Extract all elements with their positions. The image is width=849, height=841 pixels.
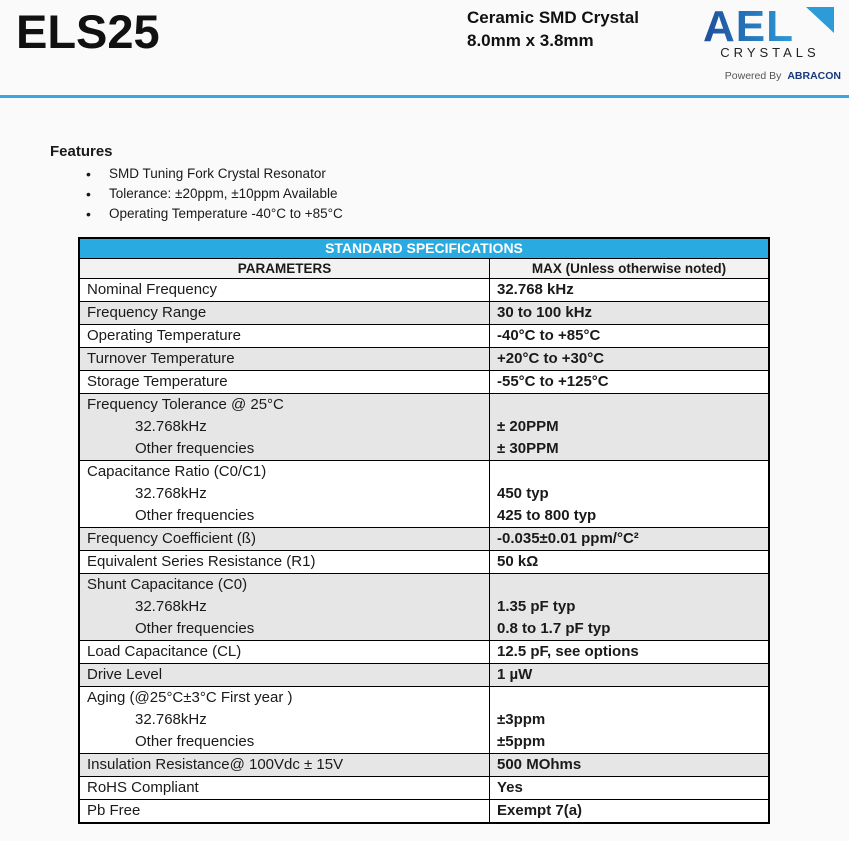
features-section	[50, 143, 849, 224]
feature-item: • Tolerance: ±20ppm, ±10ppm Available	[86, 184, 849, 204]
subtitle-line1: Ceramic SMD Crystal	[467, 8, 639, 27]
param-cell: Shunt Capacitance (C0) 32.768kHz Other frequencies	[80, 574, 490, 640]
value-cell: 32.768 kHz	[497, 281, 574, 298]
table-row	[80, 528, 768, 551]
value-cell: -0.035±0.01 ppm/°C²	[497, 530, 639, 547]
param-cell: Load Capacitance (CL)	[80, 641, 490, 663]
param-cell: RoHS Compliant	[80, 777, 490, 799]
ael-logo	[699, 4, 841, 82]
table-row	[80, 800, 768, 822]
col-header-max: MAX (Unless otherwise noted)	[531, 261, 727, 276]
param-cell: Capacitance Ratio (C0/C1) 32.768kHz Other frequencies	[80, 461, 490, 527]
value-cell: 50 kΩ	[497, 553, 539, 570]
product-subtitle	[467, 6, 639, 52]
param-cell: Aging (@25°C±3°C First year ) 32.768kHz Other frequencies	[80, 687, 490, 753]
table-row	[80, 302, 768, 325]
param-cell: Frequency Coefficient (ß)	[80, 528, 490, 550]
value-cell: 30 to 100 kHz	[497, 304, 593, 321]
spec-table-title: STANDARD SPECIFICATIONS	[80, 239, 768, 259]
value-cell: +20°C to +30°C	[497, 350, 605, 367]
param-cell: Nominal Frequency	[80, 279, 490, 301]
param-cell: Turnover Temperature	[80, 348, 490, 370]
value-cell: -55°C to +125°C	[497, 373, 609, 390]
param-cell: Drive Level	[80, 664, 490, 686]
param-cell: Pb Free	[80, 800, 490, 822]
table-row	[80, 371, 768, 394]
value-cell: 500 MOhms	[497, 756, 582, 773]
product-title: ELS25	[16, 5, 160, 58]
value-cell: 1 µW	[497, 666, 533, 683]
value-cell: 12.5 pF, see options	[497, 643, 639, 660]
value-cell: ±3ppm ±5ppm	[497, 711, 546, 750]
table-row	[80, 641, 768, 664]
value-cell: -40°C to +85°C	[497, 327, 601, 344]
spec-table-header-row	[80, 259, 768, 279]
value-cell: Exempt 7(a)	[497, 802, 583, 819]
spec-table-body	[80, 279, 768, 822]
param-cell: Frequency Tolerance @ 25°C 32.768kHz Other frequencies	[80, 394, 490, 460]
table-row	[80, 664, 768, 687]
col-header-parameters: PARAMETERS	[80, 259, 490, 278]
value-cell: 450 typ 425 to 800 typ	[497, 485, 597, 524]
subtitle-line2: 8.0mm x 3.8mm	[467, 31, 594, 50]
table-row	[80, 574, 768, 641]
table-row	[80, 279, 768, 302]
logo-subtext: CRYSTALS	[720, 45, 820, 60]
table-row	[80, 777, 768, 800]
param-cell: Frequency Range	[80, 302, 490, 324]
table-row	[80, 394, 768, 461]
features-list	[86, 164, 849, 224]
value-cell: 1.35 pF typ 0.8 to 1.7 pF typ	[497, 598, 611, 637]
header	[0, 0, 849, 95]
abracon-brand: ABRACON	[787, 70, 841, 82]
table-row	[80, 461, 768, 528]
ael-logo-triangle-icon	[806, 7, 834, 33]
spec-table	[78, 237, 770, 824]
feature-item: • Operating Temperature -40°C to +85°C	[86, 204, 849, 224]
table-row	[80, 687, 768, 754]
powered-by	[699, 70, 841, 82]
ael-logo-mark	[703, 4, 837, 44]
param-cell: Insulation Resistance@ 100Vdc ± 15V	[80, 754, 490, 776]
powered-by-label: Powered By	[724, 70, 782, 82]
table-row	[80, 325, 768, 348]
ael-logo-text: AEL	[703, 4, 794, 44]
table-row	[80, 551, 768, 574]
table-row	[80, 754, 768, 777]
header-divider	[0, 95, 849, 98]
param-cell: Equivalent Series Resistance (R1)	[80, 551, 490, 573]
table-row	[80, 348, 768, 371]
value-cell: Yes	[497, 779, 523, 796]
feature-item: • SMD Tuning Fork Crystal Resonator	[86, 164, 849, 184]
param-cell: Storage Temperature	[80, 371, 490, 393]
features-title: Features	[50, 143, 113, 160]
value-cell: ± 20PPM ± 30PPM	[497, 418, 559, 457]
param-cell: Operating Temperature	[80, 325, 490, 347]
